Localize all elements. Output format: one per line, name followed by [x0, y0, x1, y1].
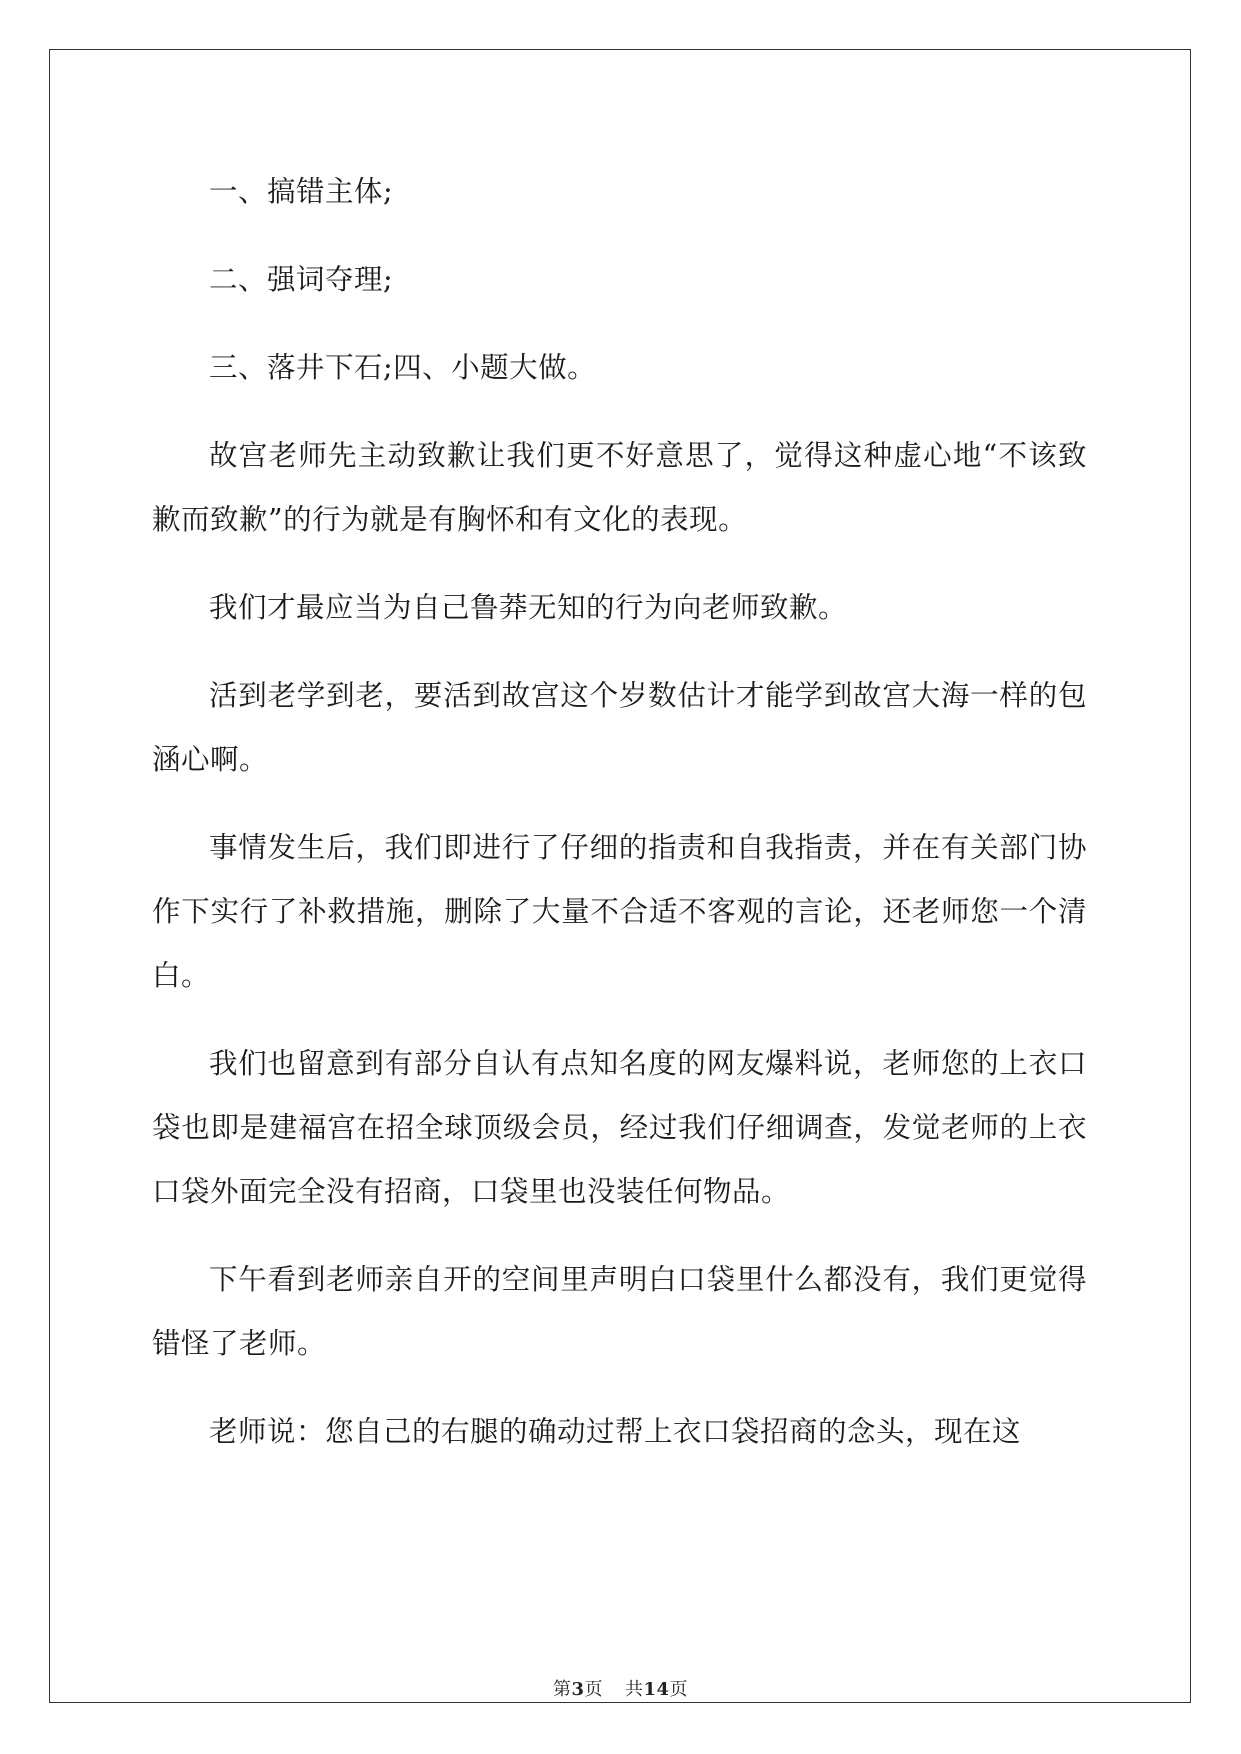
paragraph: 老师说：您自己的右腿的确动过帮上衣口袋招商的念头，现在这: [209, 1415, 1022, 1448]
total-page-count: 14: [643, 1679, 670, 1700]
paragraph: 我们也留意到有部分自认有点知名度的网友爆料说，老师您的上衣口袋也即是建福宫在招全球顶级会员，经过我们仔细调查，发觉老师的上衣口袋外面完全没有招商，口袋里也没装任何物品。: [152, 1047, 1087, 1208]
paragraph: 我们才最应当为自己鲁莽无知的行为向老师致歉。: [209, 591, 848, 624]
total-suffix: 页: [669, 1679, 689, 1700]
page-prefix: 第: [552, 1679, 572, 1700]
total-prefix: 共: [624, 1679, 644, 1700]
page-suffix: 页: [584, 1679, 603, 1700]
paragraph: 一、搞错主体;: [209, 175, 394, 208]
page-footer: [0, 1675, 1241, 1701]
paragraph: 二、强词夺理;: [209, 263, 394, 296]
paragraph: 下午看到老师亲自开的空间里声明白口袋里什么都没有，我们更觉得错怪了老师。: [152, 1263, 1087, 1360]
paragraph: 三、落井下石;四、小题大做。: [209, 351, 597, 384]
paragraph: 活到老学到老，要活到故宫这个岁数估计才能学到故宫大海一样的包涵心啊。: [152, 679, 1087, 776]
current-page-number: 3: [571, 1679, 585, 1700]
paragraph: 事情发生后，我们即进行了仔细的指责和自我指责，并在有关部门协作下实行了补救措施，删除了大量不合适不客观的言论，还老师您一个清白。: [152, 831, 1087, 992]
paragraph: 故宫老师先主动致歉让我们更不好意思了，觉得这种虚心地“不该致歉而致歉”的行为就是有胸怀和有文化的表现。: [152, 439, 1087, 536]
document-body: [152, 160, 1087, 1488]
